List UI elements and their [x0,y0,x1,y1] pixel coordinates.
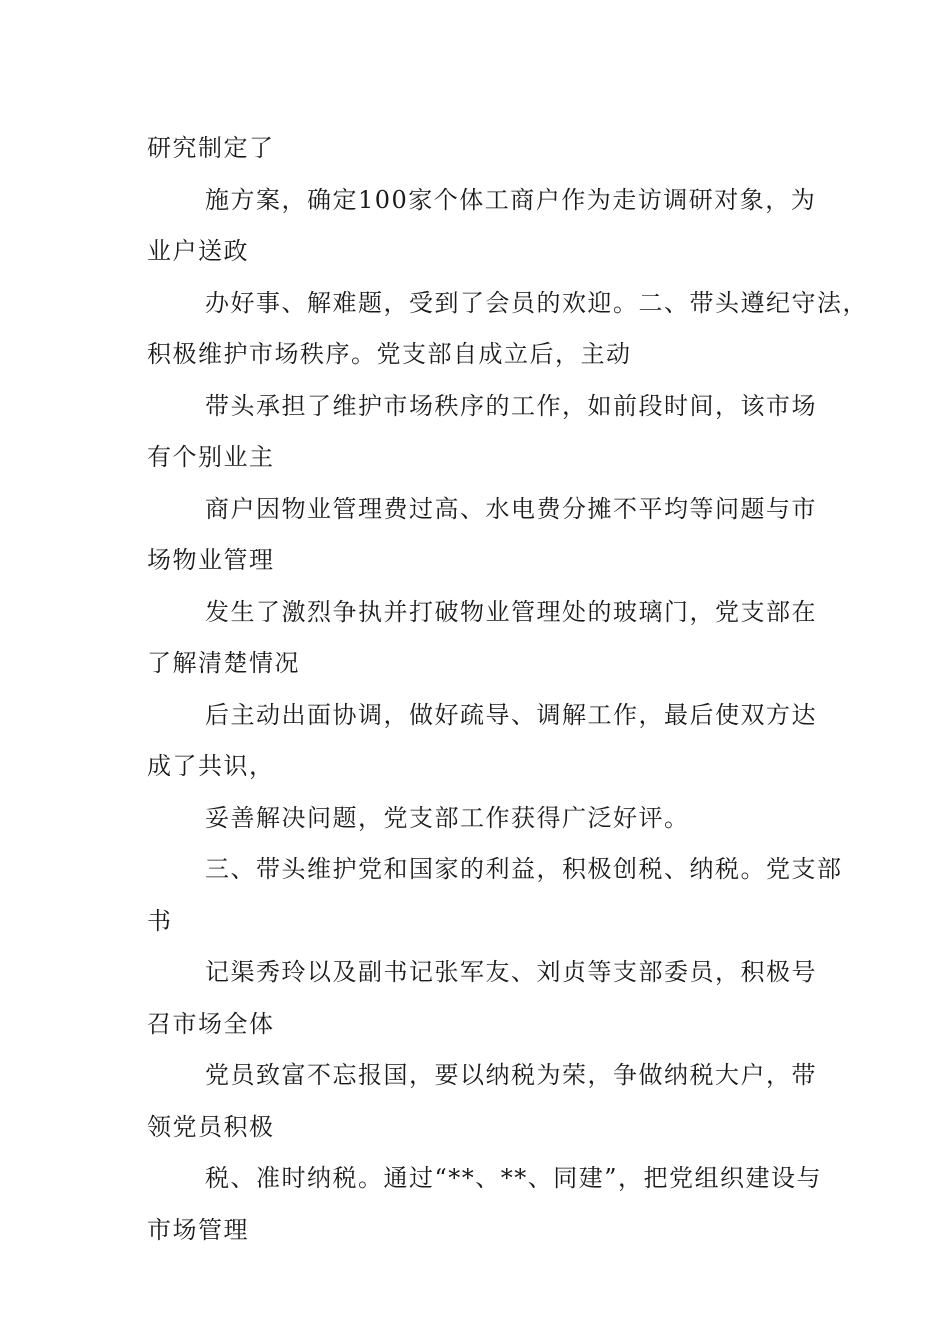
text-line: 办好事、解难题，受到了会员的欢迎。二、带头遵纪守法， [205,288,868,317]
text-line: 税、准时纳税。通过“**、**、同建”，把党组织建设与 [205,1164,823,1192]
text-line: 召市场全体 [147,1009,275,1038]
text-line: 妥善解决问题，党支部工作获得广泛好评。 [205,803,690,832]
text-line: 后主动出面协调，做好疏导、调解工作，最后使双方达 [205,700,817,729]
text-line: 积极维护市场秩序。党支部自成立后，主动 [147,340,632,368]
text-line: 了解清楚情况 [147,649,300,677]
text-line: 成了共识， [147,752,275,780]
text-line: 领党员积极 [147,1112,275,1141]
text-line: 三、带头维护党和国家的利益，积极创税、纳税。党支部 [205,855,843,883]
text-line: 市场管理 [147,1215,249,1244]
text-line: 发生了激烈争执并打破物业管理处的玻璃门，党支部在 [205,597,817,626]
text-line: 研究制定了 [147,134,275,162]
text-line: 带头承担了维护市场秩序的工作，如前段时间，该市场 [205,391,817,420]
text-line: 场物业管理 [147,546,275,574]
text-line: 施方案，确定100家个体工商户作为走访调研对象，为 [205,185,817,214]
text-line: 记渠秀玲以及副书记张军友、刘贞等支部委员，积极号 [205,958,817,986]
text-line: 党员致富不忘报国，要以纳税为荣，争做纳税大户，带 [205,1061,817,1089]
text-line: 业户送政 [147,237,249,265]
document-body [147,128,868,1261]
text-line: 有个别业主 [147,443,275,471]
text-line: 书 [147,906,173,935]
text-line: 商户因物业管理费过高、水电费分摊不平均等问题与市 [205,494,817,523]
